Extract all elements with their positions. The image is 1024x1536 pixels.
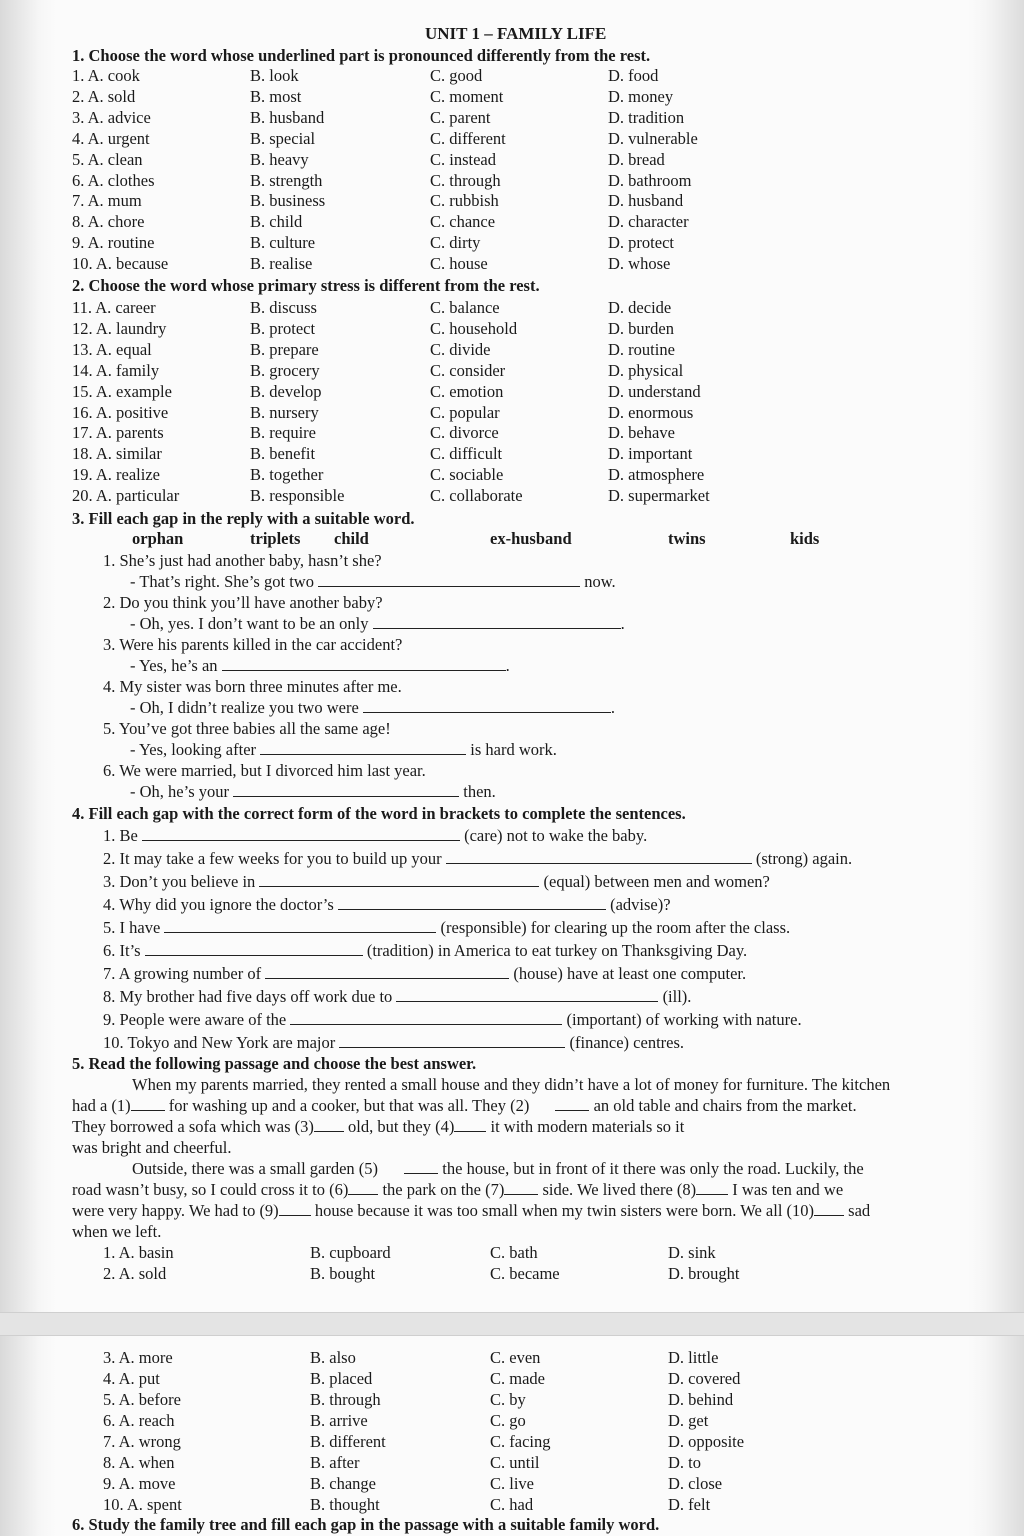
word-box-orphan: orphan xyxy=(132,529,184,548)
word-box-ex-husband: ex-husband xyxy=(490,529,572,548)
option-s5rowsB-r9-c[interactable]: C. live xyxy=(490,1474,534,1493)
option-s1rows-r9-d[interactable]: D. protect xyxy=(608,233,674,253)
option-s2rows-r10-a[interactable]: 20. A. particular xyxy=(72,486,180,506)
passage-gap-4[interactable] xyxy=(454,1117,486,1132)
option-s1rows-r3-c[interactable]: C. parent xyxy=(430,107,491,127)
option-s5rowsB-r3-c[interactable]: C. even xyxy=(490,1348,541,1367)
option-s1rows-r9-c[interactable]: C. dirty xyxy=(430,233,481,253)
option-s1rows-r4-d[interactable]: D. vulnerable xyxy=(608,128,698,148)
option-s5rowsB-r9-d[interactable]: D. close xyxy=(668,1474,723,1493)
option-s1rows-r5-b[interactable]: B. heavy xyxy=(250,149,309,169)
option-s2rows-r7-d[interactable]: D. behave xyxy=(608,423,675,443)
option-s5rowsB-r8-b[interactable]: B. after xyxy=(310,1453,360,1472)
s3-answer-3: - Yes, he’s an . xyxy=(130,656,510,675)
s4-item-6: 6. It’s (tradition) in America to eat turkey on Thanksgiving Day. xyxy=(103,941,748,960)
right-shadow xyxy=(968,0,1024,1536)
option-s2rows-r3-a[interactable]: 13. A. equal xyxy=(72,339,152,359)
option-s1rows-r7-c[interactable]: C. rubbish xyxy=(430,191,499,211)
option-s1rows-r3-d[interactable]: D. tradition xyxy=(608,107,685,127)
option-s2rows-r10-b[interactable]: B. responsible xyxy=(250,486,345,506)
passage-gap-10[interactable] xyxy=(814,1201,844,1216)
option-s1rows-r8-b[interactable]: B. child xyxy=(250,212,303,232)
option-s2rows-r7-a[interactable]: 17. A. parents xyxy=(72,423,164,443)
option-s5rowsB-r9-a[interactable]: 9. A. move xyxy=(103,1474,176,1493)
s4-item-10: 10. Tokyo and New York are major (finance) centres. xyxy=(103,1033,685,1052)
option-s5rowsB-r7-d[interactable]: D. opposite xyxy=(668,1432,745,1451)
option-s2rows-r4-b[interactable]: B. grocery xyxy=(250,360,320,380)
option-s1rows-r5-d[interactable]: D. bread xyxy=(608,149,665,169)
option-s1rows-r5-c[interactable]: C. instead xyxy=(430,149,496,169)
option-s5rowsA-r1-c[interactable]: C. bath xyxy=(490,1243,538,1262)
s4-item-8: 8. My brother had five days off work due to (ill). xyxy=(103,987,692,1006)
option-s2rows-r10-d[interactable]: D. supermarket xyxy=(608,486,710,506)
section-5-heading: 5. Read the following passage and choose the best answer. xyxy=(72,1054,477,1073)
option-s2rows-r5-c[interactable]: C. emotion xyxy=(430,381,504,401)
s4-item-7: 7. A growing number of (house) have at least one computer. xyxy=(103,964,747,983)
s4-gap-6[interactable] xyxy=(145,941,363,956)
option-s1rows-r4-a[interactable]: 4. A. urgent xyxy=(72,128,150,148)
s3-answer-2: - Oh, yes. I don’t want to be an only . xyxy=(130,614,625,633)
option-s2rows-r3-c[interactable]: C. divide xyxy=(430,339,491,359)
option-s2rows-r3-d[interactable]: D. routine xyxy=(608,339,675,359)
option-s2rows-r2-b[interactable]: B. protect xyxy=(250,318,316,338)
option-s1rows-r6-b[interactable]: B. strength xyxy=(250,170,323,190)
option-s1rows-r1-d[interactable]: D. food xyxy=(608,66,659,85)
s4-item-1: 1. Be (care) not to wake the baby. xyxy=(103,826,648,845)
passage-gap-9[interactable] xyxy=(279,1201,311,1216)
option-s5rowsB-r6-c[interactable]: C. go xyxy=(490,1411,526,1430)
option-s2rows-r6-a[interactable]: 16. A. positive xyxy=(72,402,169,422)
s3-answer-1: - That’s right. She’s got two now. xyxy=(130,572,616,591)
passage-line-2: had a (1) for washing up and a cooker, but that was all. They (2) an old table and chairs from the market. xyxy=(72,1096,857,1115)
s3-question-6: 6. We were married, but I divorced him last year. xyxy=(103,761,426,780)
s3-answer-4: - Oh, I didn’t realize you two were . xyxy=(130,698,616,717)
passage-line-8: when we left. xyxy=(72,1222,162,1241)
option-s5rowsB-r10-c[interactable]: C. had xyxy=(490,1495,534,1514)
option-s5rowsA-r2-d[interactable]: D. brought xyxy=(668,1264,740,1283)
option-s5rowsA-r2-c[interactable]: C. became xyxy=(490,1264,560,1283)
option-s5rowsB-r5-a[interactable]: 5. A. before xyxy=(103,1390,181,1409)
s4-item-5: 5. I have (responsible) for clearing up the room after the class. xyxy=(103,918,791,937)
section-4-heading: 4. Fill each gap with the correct form of the word in brackets to complete the sentences. xyxy=(72,804,686,823)
option-s2rows-r8-b[interactable]: B. benefit xyxy=(250,444,316,464)
passage-line-6: road wasn’t busy, so I could cross it to (6) the park on the (7) side. We lived there (8) I was ten and we xyxy=(72,1180,844,1199)
option-s5rowsB-r4-d[interactable]: D. covered xyxy=(668,1369,741,1388)
passage-gap-5[interactable] xyxy=(404,1159,438,1174)
passage-line-7: were very happy. We had to (9) house because it was too small when my twin sisters were born. We all (10) sad xyxy=(72,1201,871,1220)
option-s1rows-r6-d[interactable]: D. bathroom xyxy=(608,170,692,190)
word-box-twins: twins xyxy=(668,529,706,548)
s3-answer-5: - Yes, looking after is hard work. xyxy=(130,740,557,759)
word-box-child: child xyxy=(334,529,369,548)
option-s5rowsB-r10-a[interactable]: 10. A. spent xyxy=(103,1495,182,1514)
s3-gap-1[interactable] xyxy=(318,572,580,587)
option-s5rowsB-r8-d[interactable]: D. to xyxy=(668,1453,701,1472)
option-s1rows-r10-d[interactable]: D. whose xyxy=(608,254,671,274)
option-s1rows-r5-a[interactable]: 5. A. clean xyxy=(72,149,143,169)
option-s2rows-r6-b[interactable]: B. nursery xyxy=(250,402,319,422)
option-s2rows-r7-b[interactable]: B. require xyxy=(250,423,316,443)
s3-answer-6: - Oh, he’s your then. xyxy=(130,782,496,801)
passage-line-5: Outside, there was a small garden (5) the house, but in front of it there was only the road. Luckily, the xyxy=(132,1159,864,1178)
s3-gap-4[interactable] xyxy=(363,698,611,713)
s3-gap-5[interactable] xyxy=(260,740,466,755)
option-s1rows-r9-b[interactable]: B. culture xyxy=(250,233,316,253)
option-s5rowsB-r5-d[interactable]: D. behind xyxy=(668,1390,734,1409)
option-s1rows-r1-c[interactable]: C. good xyxy=(430,66,483,85)
option-s5rowsB-r4-a[interactable]: 4. A. put xyxy=(103,1369,160,1388)
s4-gap-10[interactable] xyxy=(339,1033,565,1048)
option-s5rowsA-r2-b[interactable]: B. bought xyxy=(310,1264,376,1283)
option-s2rows-r1-a[interactable]: 11. A. career xyxy=(72,298,156,317)
passage-line-1: When my parents married, they rented a small house and they didn’t have a lot of money for furniture. The kitchen xyxy=(132,1075,891,1094)
s4-gap-7[interactable] xyxy=(265,964,509,979)
option-s1rows-r10-b[interactable]: B. realise xyxy=(250,254,313,274)
passage-line-4: was bright and cheerful. xyxy=(72,1138,232,1157)
option-s2rows-r2-c[interactable]: C. household xyxy=(430,318,518,338)
s3-gap-2[interactable] xyxy=(373,614,621,629)
option-s5rowsB-r10-b[interactable]: B. thought xyxy=(310,1495,380,1514)
option-s1rows-r7-a[interactable]: 7. A. mum xyxy=(72,191,142,211)
option-s1rows-r10-c[interactable]: C. house xyxy=(430,254,488,274)
option-s5rowsB-r6-b[interactable]: B. arrive xyxy=(310,1411,368,1430)
s4-gap-9[interactable] xyxy=(290,1010,562,1025)
option-s2rows-r8-d[interactable]: D. important xyxy=(608,444,693,464)
option-s2rows-r5-d[interactable]: D. understand xyxy=(608,381,701,401)
option-s5rowsB-r4-b[interactable]: B. placed xyxy=(310,1369,373,1388)
option-s2rows-r1-d[interactable]: D. decide xyxy=(608,298,672,317)
option-s5rowsB-r4-c[interactable]: C. made xyxy=(490,1369,545,1388)
option-s1rows-r7-b[interactable]: B. business xyxy=(250,191,326,211)
option-s5rowsB-r5-b[interactable]: B. through xyxy=(310,1390,381,1409)
option-s2rows-r1-b[interactable]: B. discuss xyxy=(250,298,317,317)
option-s5rowsB-r8-c[interactable]: C. until xyxy=(490,1453,540,1472)
passage-gap-1[interactable] xyxy=(131,1096,165,1111)
option-s1rows-r8-d[interactable]: D. character xyxy=(608,212,689,232)
section-3-heading: 3. Fill each gap in the reply with a suitable word. xyxy=(72,509,415,528)
option-s2rows-r6-d[interactable]: D. enormous xyxy=(608,402,694,422)
option-s2rows-r1-c[interactable]: C. balance xyxy=(430,298,500,317)
option-s1rows-r7-d[interactable]: D. husband xyxy=(608,191,684,211)
passage-gap-7[interactable] xyxy=(504,1180,538,1195)
passage-gap-6[interactable] xyxy=(348,1180,378,1195)
s4-gap-2[interactable] xyxy=(446,849,752,864)
option-s5rowsB-r7-c[interactable]: C. facing xyxy=(490,1432,551,1451)
passage-line-3: They borrowed a sofa which was (3) old, but they (4) it with modern materials so it xyxy=(72,1117,685,1136)
option-s5rowsB-r7-b[interactable]: B. different xyxy=(310,1432,386,1451)
option-s1rows-r1-a[interactable]: 1. A. cook xyxy=(72,66,140,85)
option-s5rowsB-r3-b[interactable]: B. also xyxy=(310,1348,356,1367)
option-s1rows-r2-b[interactable]: B. most xyxy=(250,86,302,106)
option-s2rows-r9-a[interactable]: 19. A. realize xyxy=(72,465,160,485)
option-s2rows-r4-c[interactable]: C. consider xyxy=(430,360,506,380)
s3-question-2: 2. Do you think you’ll have another baby? xyxy=(103,593,383,612)
option-s5rowsB-r6-a[interactable]: 6. A. reach xyxy=(103,1411,175,1430)
option-s1rows-r3-b[interactable]: B. husband xyxy=(250,107,325,127)
option-s2rows-r2-a[interactable]: 12. A. laundry xyxy=(72,318,167,338)
passage-gap-8[interactable] xyxy=(696,1180,728,1195)
option-s1rows-r4-c[interactable]: C. different xyxy=(430,128,506,148)
option-s2rows-r9-b[interactable]: B. together xyxy=(250,465,324,485)
option-s5rowsA-r1-d[interactable]: D. sink xyxy=(668,1243,716,1262)
word-box-kids: kids xyxy=(790,529,820,548)
s3-question-4: 4. My sister was born three minutes after me. xyxy=(103,677,402,696)
section-1-heading: 1. Choose the word whose underlined part is pronounced differently from the rest. xyxy=(72,46,651,65)
passage-gap-2[interactable] xyxy=(555,1096,589,1111)
option-s5rowsB-r5-c[interactable]: C. by xyxy=(490,1390,526,1409)
word-box-triplets: triplets xyxy=(250,529,301,548)
s4-gap-3[interactable] xyxy=(259,872,539,887)
option-s2rows-r8-a[interactable]: 18. A. similar xyxy=(72,444,162,464)
option-s2rows-r4-a[interactable]: 14. A. family xyxy=(72,360,160,380)
option-s5rowsB-r6-d[interactable]: D. get xyxy=(668,1411,709,1430)
s4-item-3: 3. Don’t you believe in (equal) between men and women? xyxy=(103,872,770,891)
s4-gap-8[interactable] xyxy=(396,987,658,1002)
option-s1rows-r2-c[interactable]: C. moment xyxy=(430,86,504,106)
option-s1rows-r2-a[interactable]: 2. A. sold xyxy=(72,86,136,106)
s3-question-1: 1. She’s just had another baby, hasn’t she? xyxy=(103,551,382,570)
option-s2rows-r8-c[interactable]: C. difficult xyxy=(430,444,503,464)
option-s2rows-r9-c[interactable]: C. sociable xyxy=(430,465,504,485)
option-s1rows-r3-a[interactable]: 3. A. advice xyxy=(72,107,151,127)
option-s5rowsA-r1-a[interactable]: 1. A. basin xyxy=(103,1243,174,1262)
option-s2rows-r5-a[interactable]: 15. A. example xyxy=(72,381,172,401)
option-s2rows-r3-b[interactable]: B. prepare xyxy=(250,339,319,359)
option-s5rowsB-r3-a[interactable]: 3. A. more xyxy=(103,1348,173,1367)
option-s1rows-r1-b[interactable]: B. look xyxy=(250,66,299,85)
option-s2rows-r7-c[interactable]: C. divorce xyxy=(430,423,499,443)
section-2-heading: 2. Choose the word whose primary stress is different from the rest. xyxy=(72,276,540,295)
left-shadow xyxy=(0,0,56,1536)
s3-gap-6[interactable] xyxy=(233,782,459,797)
section-6-heading: 6. Study the family tree and fill each gap in the passage with a suitable family word. xyxy=(72,1515,660,1534)
option-s5rowsB-r8-a[interactable]: 8. A. when xyxy=(103,1453,175,1472)
s4-gap-5[interactable] xyxy=(164,918,436,933)
option-s1rows-r9-a[interactable]: 9. A. routine xyxy=(72,233,155,253)
option-s1rows-r6-a[interactable]: 6. A. clothes xyxy=(72,170,155,190)
option-s2rows-r5-b[interactable]: B. develop xyxy=(250,381,322,401)
passage-gap-3[interactable] xyxy=(314,1117,344,1132)
option-s2rows-r10-c[interactable]: C. collaborate xyxy=(430,486,523,506)
option-s5rowsA-r2-a[interactable]: 2. A. sold xyxy=(103,1264,167,1283)
page-break xyxy=(0,1312,1024,1336)
option-s5rowsB-r7-a[interactable]: 7. A. wrong xyxy=(103,1432,181,1451)
s3-question-3: 3. Were his parents killed in the car accident? xyxy=(103,635,403,654)
s4-item-2: 2. It may take a few weeks for you to build up your (strong) again. xyxy=(103,849,853,868)
option-s5rowsA-r1-b[interactable]: B. cupboard xyxy=(310,1243,391,1262)
option-s2rows-r2-d[interactable]: D. burden xyxy=(608,318,674,338)
option-s1rows-r10-a[interactable]: 10. A. because xyxy=(72,254,169,274)
option-s1rows-r4-b[interactable]: B. special xyxy=(250,128,316,148)
option-s1rows-r8-c[interactable]: C. chance xyxy=(430,212,496,232)
page-title: UNIT 1 – FAMILY LIFE xyxy=(425,24,607,43)
option-s2rows-r6-c[interactable]: C. popular xyxy=(430,402,500,422)
option-s1rows-r8-a[interactable]: 8. A. chore xyxy=(72,212,145,232)
s4-gap-1[interactable] xyxy=(142,826,460,841)
option-s1rows-r6-c[interactable]: C. through xyxy=(430,170,501,190)
s4-item-9: 9. People were aware of the (important) of working with nature. xyxy=(103,1010,802,1029)
option-s2rows-r9-d[interactable]: D. atmosphere xyxy=(608,465,705,485)
s4-gap-4[interactable] xyxy=(338,895,606,910)
s3-question-5: 5. You’ve got three babies all the same age! xyxy=(103,719,391,738)
option-s5rowsB-r9-b[interactable]: B. change xyxy=(310,1474,376,1493)
s3-gap-3[interactable] xyxy=(222,656,506,671)
option-s5rowsB-r10-d[interactable]: D. felt xyxy=(668,1495,711,1514)
s4-item-4: 4. Why did you ignore the doctor’s (advise)? xyxy=(103,895,671,914)
option-s1rows-r2-d[interactable]: D. money xyxy=(608,86,674,106)
option-s2rows-r4-d[interactable]: D. physical xyxy=(608,360,684,380)
option-s5rowsB-r3-d[interactable]: D. little xyxy=(668,1348,719,1367)
